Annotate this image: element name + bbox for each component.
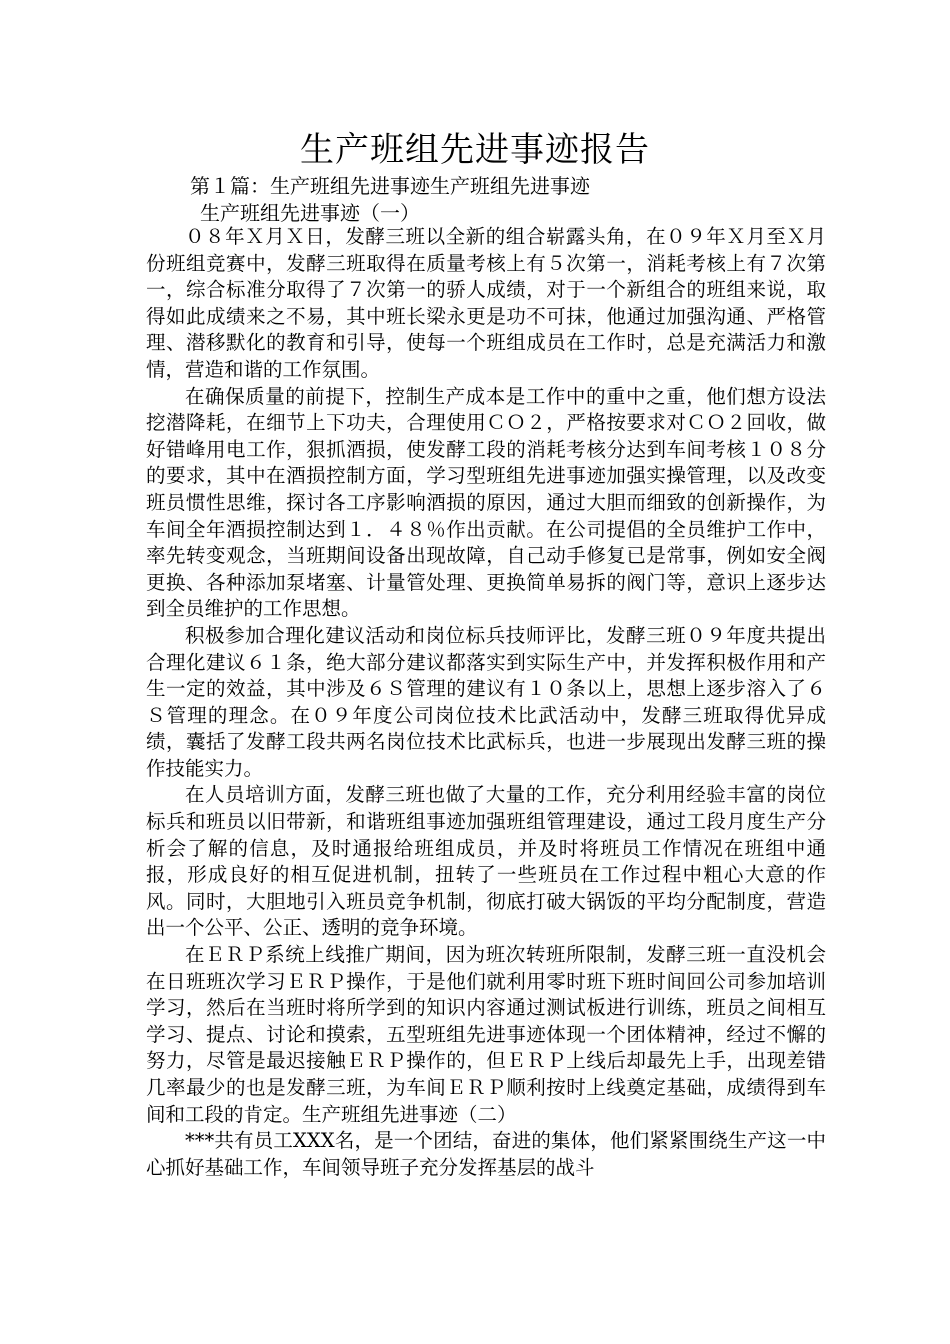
paragraph-6: ***共有员工XXX名，是一个团结，奋进的集体，他们紧紧围绕生产这一中心抓好基础工作，车间领导班子充分发挥基层的战斗 xyxy=(146,1129,826,1179)
paragraph-5-text: 在ＥＲＰ系统上线推广期间，因为班次转班所限制，发酵三班一直没机会在日班班次学习ＥＲＰ操作，于是他们就利用零时班下班时间回公司参加培训学习，然后在当班时将所学到的知识内容通过测试板进行训练，班员之间相互学习、提点、讨论和摸索，五型班组先进事迹体现一个团体精神，经过不懈的努力，尽管是最迟接触ＥＲＰ操作的，但ＥＲＰ上线后却最先上手，出现差错几率最少的也是发酵三班，为车间ＥＲＰ顺利按时上线奠定基础，成绩得到车间和工段的肯定。 xyxy=(146,943,826,1126)
section-one-heading: 生产班组先进事迹（一） xyxy=(200,201,420,225)
paragraph-1: ０８年Ｘ月Ｘ日，发酵三班以全新的组合崭露头角，在０９年Ｘ月至Ｘ月份班组竞赛中，发酵三班取得在质量考核上有５次第一，消耗考核上有７次第一，综合标准分取得了７次第一的骄人成绩，对于一个新组合的班组来说，取得如此成绩来之不易，其中班长梁永更是功不可抹，他通过加强沟通、严格管理、潜移默化的教育和引导，使每一个班组成员在工作时，总是充满活力和激情，营造和谐的工作氛围。 xyxy=(146,225,826,381)
document-subtitle: 第１篇：生产班组先进事迹生产班组先进事迹 xyxy=(190,174,590,198)
document-body xyxy=(146,224,826,1181)
paragraph-3: 积极参加合理化建议活动和岗位标兵技师评比，发酵三班０９年度共提出合理化建议６１条，绝大部分建议都落实到实际生产中，并发挥积极作用和产生一定的效益，其中涉及６Ｓ管理的建议有１０条以上，思想上逐步溶入了６Ｓ管理的理念。在０９年度公司岗位技术比武活动中，发酵三班取得优异成绩，囊括了发酵工段共两名岗位技术比武标兵，也进一步展现出发酵三班的操作技能实力。 xyxy=(146,623,826,780)
paragraph-4: 在人员培训方面，发酵三班也做了大量的工作，充分利用经验丰富的岗位标兵和班员以旧带新，和谐班组事迹加强班组管理建设，通过工段月度生产分析会了解的信息，及时通报给班组成员，并及时将班员工作情况在班组中通报，形成良好的相互促进机制，扭转了一些班员在工作过程中粗心大意的作风。同时，大胆地引入班员竞争机制，彻底打破大锅饭的平均分配制度，营造出一个公平、公正、透明的竞争环境。 xyxy=(146,783,826,940)
paragraph-5 xyxy=(146,942,826,1128)
paragraph-2: 在确保质量的前提下，控制生产成本是工作中的重中之重，他们想方设法挖潜降耗，在细节上下功夫，合理使用ＣＯ２，严格按要求对ＣＯ２回收，做好错峰用电工作，狠抓酒损，使发酵工段的消耗考核分达到车间考核１０８分的要求，其中在酒损控制方面，学习型班组先进事迹加强实操管理，以及改变班员惯性思维，探讨各工序影响酒损的原因，通过大胆而细致的创新操作，为车间全年酒损控制达到１．４８％作出贡献。在公司提倡的全员维护工作中，率先转变观念，当班期间设备出现故障，自己动手修复已是常事，例如安全阀更换、各种添加泵堵塞、计量管处理、更换简单易拆的阀门等，意识上逐步达到全员维护的工作思想。 xyxy=(146,384,826,621)
section-two-heading: 生产班组先进事迹（二） xyxy=(302,1102,517,1126)
document-title: 生产班组先进事迹报告 xyxy=(300,130,650,170)
